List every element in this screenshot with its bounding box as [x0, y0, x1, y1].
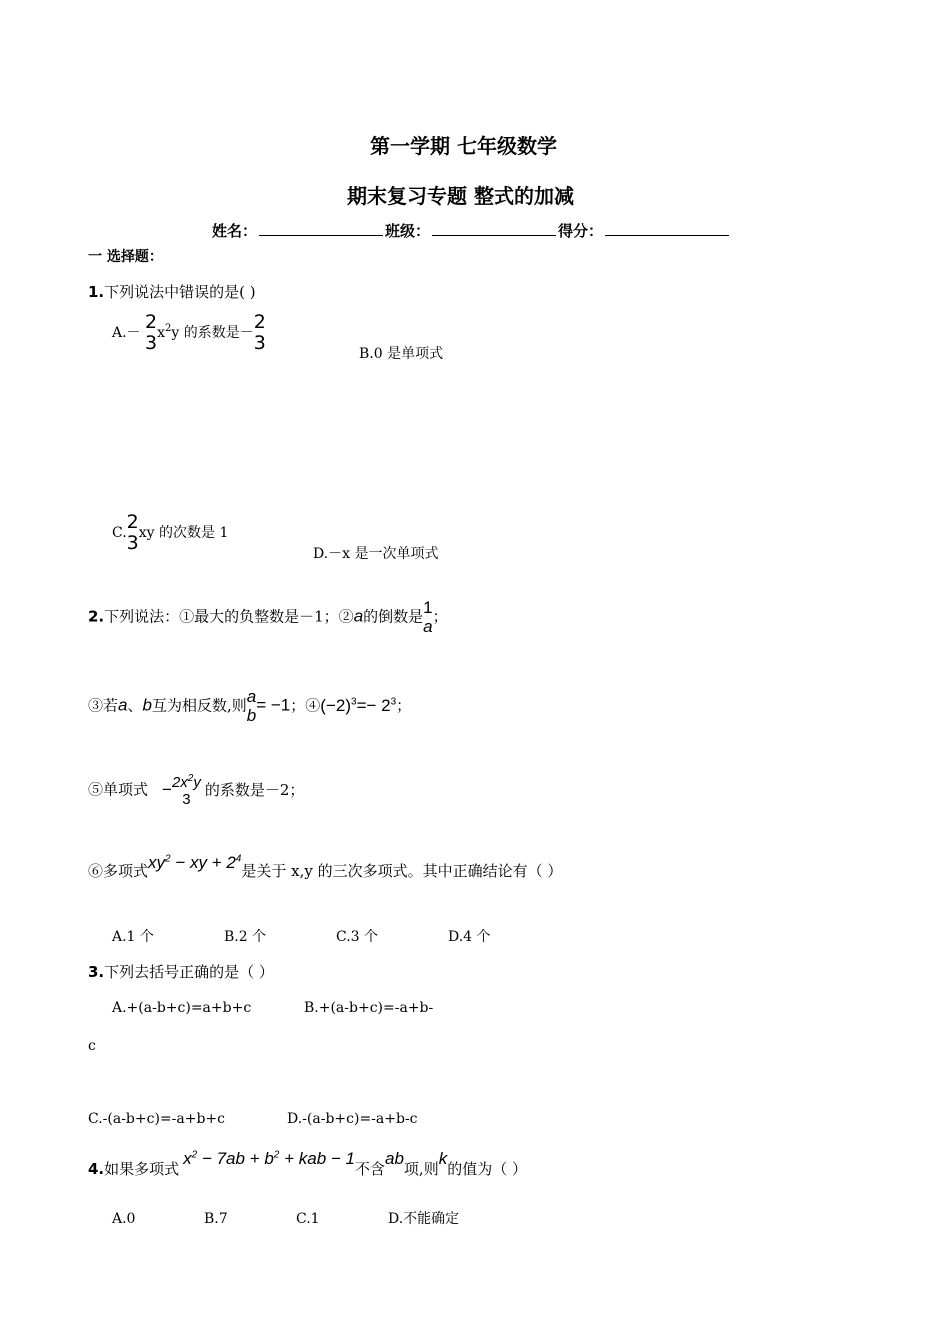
frac-num: 2 [145, 311, 158, 333]
poly-term-2: − 7ab + b [197, 1149, 274, 1168]
q4-number: 4. [88, 1160, 105, 1178]
q2-var-b: b [142, 695, 152, 715]
q2-line1-text: 下列说法：①最大的负整数是－1；② [104, 607, 354, 626]
q3-text: 下列去括号正确的是（ ） [104, 963, 274, 981]
poly-exp-1: 2 [165, 853, 171, 865]
score-label: 得分： [558, 222, 604, 240]
q1-option-c [112, 512, 228, 554]
frac-den: 3 [253, 331, 266, 354]
q3-option-a: A.+(a-b+c)=a+b+c [112, 1000, 252, 1016]
q2-option-c: C.3 个 [336, 929, 379, 945]
class-label: 班级： [385, 222, 431, 240]
frac-num: 2 [126, 511, 139, 533]
q4-option-c: C.1 [296, 1211, 320, 1227]
q1-option-a: A.－ 2 3 $x^2y$ 的系数是－ 2 3 [112, 311, 266, 354]
q2-line2-text: ③若 [88, 696, 119, 715]
expr-exp: 3 [390, 696, 397, 708]
q1-option-b: B.0 是单项式 [359, 346, 444, 362]
q2-option-d: D.4 个 [448, 929, 491, 945]
q2-line2 [88, 688, 411, 725]
q2-line1 [88, 599, 448, 636]
frac-den: 3 [145, 331, 158, 354]
q2-line4-text-b: 是关于 x,y 的三次多项式。其中正确结论有（ ） [241, 862, 563, 880]
q1-number: 1. [88, 283, 105, 301]
section-heading: 一 选择题： [88, 249, 163, 265]
q2-number: 2. [88, 607, 105, 626]
q3-option-d: D.-(a-b+c)=-a+b-c [287, 1111, 418, 1127]
name-label: 姓名： [212, 222, 258, 240]
frac-num-exp: 2 [187, 773, 194, 784]
q2-line2-sep: 、 [127, 696, 143, 715]
q4-option-d: D.不能确定 [388, 1211, 460, 1227]
q4-options [112, 1208, 459, 1228]
q2-line2-text-c: 互为相反数,则 [151, 696, 247, 715]
q1-a-text: y 的系数是－ [171, 324, 254, 341]
score-blank[interactable] [605, 221, 729, 236]
q2-line1-text-b: 的倒数是 [363, 607, 424, 626]
q2-options [112, 926, 491, 946]
frac-num-tail: y [193, 774, 201, 791]
q2-minus-sign: − [162, 779, 172, 799]
q3-option-b-wrap: c [88, 1038, 96, 1054]
q1-option-d: D.－x 是一次单项式 [313, 546, 439, 562]
q1-text: 下列说法中错误的是( ) [104, 283, 256, 301]
expr-exp: 3 [351, 696, 357, 708]
q1-a-var: x [157, 324, 166, 341]
poly-term-1: x [183, 1149, 192, 1168]
q2-power-expr [320, 696, 396, 715]
q1-c-text: xy 的次数是 1 [138, 524, 229, 541]
frac-num [172, 773, 201, 792]
q4-option-a: A.0 [112, 1211, 136, 1227]
q4-text-b: 不含 [354, 1160, 385, 1178]
q2-option-b: B.2 个 [224, 929, 267, 945]
q2-line4 [88, 853, 563, 881]
q2-fraction-a-over-b [247, 688, 256, 725]
q3-option-b: B.+(a-b+c)=-a+b- [304, 1000, 434, 1016]
class-blank[interactable] [432, 221, 556, 236]
q1-a-prefix: A.－ [112, 324, 141, 341]
frac-den: 3 [126, 531, 139, 554]
frac-den: 3 [182, 790, 191, 808]
poly-exp-2: 2 [273, 1149, 280, 1161]
q2-fraction-monomial [172, 773, 201, 808]
q2-line3-text-b: 的系数是－2； [204, 780, 305, 799]
q1-c-prefix: C. [112, 524, 127, 541]
q2-var-a: a [353, 606, 364, 626]
poly-term-3: + kab − 1 [279, 1149, 355, 1168]
q2-polynomial [148, 853, 241, 872]
q1-stem [88, 281, 256, 302]
frac-den: b [246, 705, 257, 725]
page-subtitle: 期末复习专题 整式的加减 [347, 184, 574, 208]
q4-var-ab: ab [385, 1149, 404, 1168]
name-blank[interactable] [259, 221, 383, 236]
expr-base: (−2) [320, 695, 351, 715]
page-title: 第一学期 七年级数学 [370, 134, 557, 158]
poly-exp-1: 2 [191, 1149, 198, 1161]
student-info-line [212, 220, 731, 241]
q1-a-fraction-2 [254, 312, 266, 354]
q4-text-a: 如果多项式 [104, 1160, 180, 1178]
q4-polynomial [183, 1149, 355, 1168]
q2-var-a: a [118, 695, 128, 715]
q2-line2-text-d: ；④ [290, 696, 321, 715]
q2-line3 [88, 773, 304, 808]
q3-stem [88, 961, 274, 982]
q2-fraction-1-over-a [423, 599, 432, 636]
poly-exp-2: 4 [235, 853, 242, 865]
expr-rhs: =− 2 [356, 695, 391, 715]
q2-line4-text: ⑥多项式 [88, 862, 149, 880]
q4-option-b: B.7 [204, 1211, 228, 1227]
frac-den: a [423, 616, 433, 636]
frac-num: 2 [253, 311, 266, 333]
q2-line1-end: ； [432, 607, 448, 626]
frac-num: a [246, 687, 257, 706]
poly-term-2: − xy + 2 [170, 853, 236, 872]
q4-text-d: 的值为（ ） [447, 1160, 527, 1178]
q3-option-c: C.-(a-b+c)=-a+b+c [88, 1111, 225, 1127]
poly-term-1: xy [148, 853, 166, 872]
frac-num-base: 2x [171, 774, 188, 791]
frac-num: 1 [423, 598, 433, 617]
q1-c-fraction [127, 512, 139, 554]
q2-option-a: A.1 个 [112, 929, 154, 945]
q2-line2-end: ； [396, 696, 412, 715]
q2-equals-neg-one: = −1 [256, 695, 291, 715]
q2-line3-text: ⑤单项式 [88, 780, 149, 799]
q4-stem [88, 1149, 527, 1179]
q4-var-k: k [438, 1149, 448, 1168]
q4-text-c: 项,则 [403, 1160, 439, 1178]
q1-a-fraction [145, 312, 157, 354]
q3-number: 3. [88, 963, 105, 981]
